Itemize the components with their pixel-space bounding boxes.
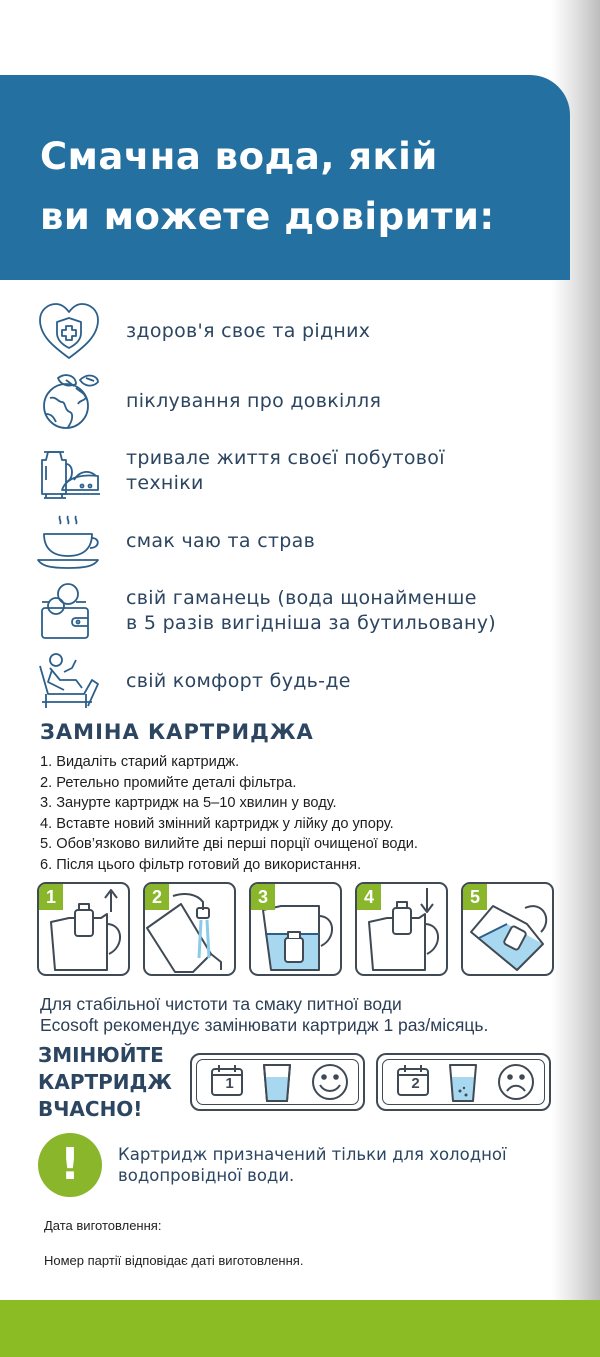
benefit-wallet <box>36 576 556 646</box>
step-illustrations <box>37 882 557 978</box>
hero-title-line-1: Смачна вода, якій <box>40 135 438 178</box>
calendar-month-number: 2 <box>411 1075 420 1092</box>
replacement-step: 5. Обов’язково вилийте дві перші порції очищеної води. <box>40 836 418 852</box>
batch-number-note: Номер партії відповідає даті виготовлення. <box>44 1253 304 1268</box>
status-box-fresh <box>190 1053 365 1111</box>
hero-title-line-2: ви можете довірити: <box>40 195 495 238</box>
step-card-5 <box>461 882 554 976</box>
benefit-line: піклування про довкілля <box>126 389 382 412</box>
cta-line: ВЧАСНО! <box>38 1097 143 1121</box>
status-box-expired <box>376 1053 551 1111</box>
exclamation-icon: ! <box>38 1133 102 1197</box>
replacement-steps <box>40 752 418 875</box>
replace-on-time-heading <box>38 1042 172 1123</box>
kettle-iron-icon <box>36 440 102 502</box>
step-card-1 <box>37 882 130 976</box>
hero-banner <box>0 75 570 280</box>
manufacture-date-label: Дата виготовлення: <box>44 1218 162 1233</box>
globe-leaves-icon <box>36 370 102 432</box>
recommendation-line: Для стабільної чистоти та смаку питної води <box>40 994 402 1014</box>
benefit-line: свій комфорт будь-де <box>126 669 351 692</box>
benefit-appliances <box>36 436 556 506</box>
benefit-text <box>126 389 381 414</box>
warning-line: водопровідної води. <box>118 1166 295 1185</box>
benefit-line: свій гаманець (вода щонайменше <box>126 587 477 609</box>
step-number-badge: 5 <box>463 884 487 910</box>
cta-line: КАРТРИДЖ <box>38 1070 172 1094</box>
hero-title <box>40 127 570 247</box>
benefit-tea <box>36 506 556 576</box>
benefit-health <box>36 296 556 366</box>
benefit-line: тривале життя своєї побутової <box>126 447 445 469</box>
armchair-icon <box>36 650 102 712</box>
glass-dirty-icon <box>450 1065 476 1101</box>
tea-cup-icon <box>36 510 102 572</box>
cta-line: ЗМІНЮЙТЕ <box>38 1043 164 1067</box>
step-card-2 <box>143 882 236 976</box>
glass-clear-icon <box>264 1065 290 1101</box>
benefit-line: техніки <box>126 472 204 494</box>
replacement-step: 1. Видаліть старий картридж. <box>40 754 240 770</box>
step-card-3 <box>249 882 342 976</box>
step-number-badge: 3 <box>251 884 275 910</box>
footer-green-bar <box>0 1300 600 1357</box>
calendar-month-number: 1 <box>225 1075 234 1092</box>
benefit-text <box>126 319 370 344</box>
benefit-line: здоров'я своє та рідних <box>126 319 371 342</box>
smiley-happy-icon <box>313 1065 347 1099</box>
replacement-step: 4. Вставте новий змінний картридж у лійку до упору. <box>40 815 394 832</box>
recommendation-line: Ecosoft рекомендує замінювати картридж 1 раз/місяць. <box>40 1015 489 1035</box>
replacement-step: 3. Занурте картридж на 5–10 хвилин у воду. <box>40 795 337 811</box>
benefit-line: смак чаю та страв <box>126 529 316 552</box>
benefit-text <box>126 586 496 636</box>
benefit-text <box>126 446 445 496</box>
benefit-text <box>126 529 315 554</box>
step-number-badge: 1 <box>39 884 63 910</box>
benefit-comfort <box>36 646 556 716</box>
cold-water-warning <box>118 1144 558 1186</box>
step-number-badge: 2 <box>145 884 169 910</box>
replacement-step: 6. Після цього фільтр готовий до використання. <box>40 856 362 873</box>
warning-line: Картридж призначений тільки для холодної <box>118 1145 507 1164</box>
benefit-environment <box>36 366 556 436</box>
recommendation-text <box>40 994 560 1036</box>
smiley-sad-icon <box>499 1065 533 1099</box>
benefits-list <box>36 296 556 716</box>
heart-shield-icon <box>36 300 102 362</box>
benefit-line: в 5 разів вигідніша за бутильовану) <box>126 612 496 634</box>
benefit-text <box>126 669 351 694</box>
replacement-title: ЗАМІНА КАРТРИДЖА <box>40 720 314 744</box>
replacement-step: 2. Ретельно промийте деталі фільтра. <box>40 774 297 791</box>
step-card-4 <box>355 882 448 976</box>
step-number-badge: 4 <box>357 884 381 910</box>
wallet-coins-icon <box>36 580 102 642</box>
